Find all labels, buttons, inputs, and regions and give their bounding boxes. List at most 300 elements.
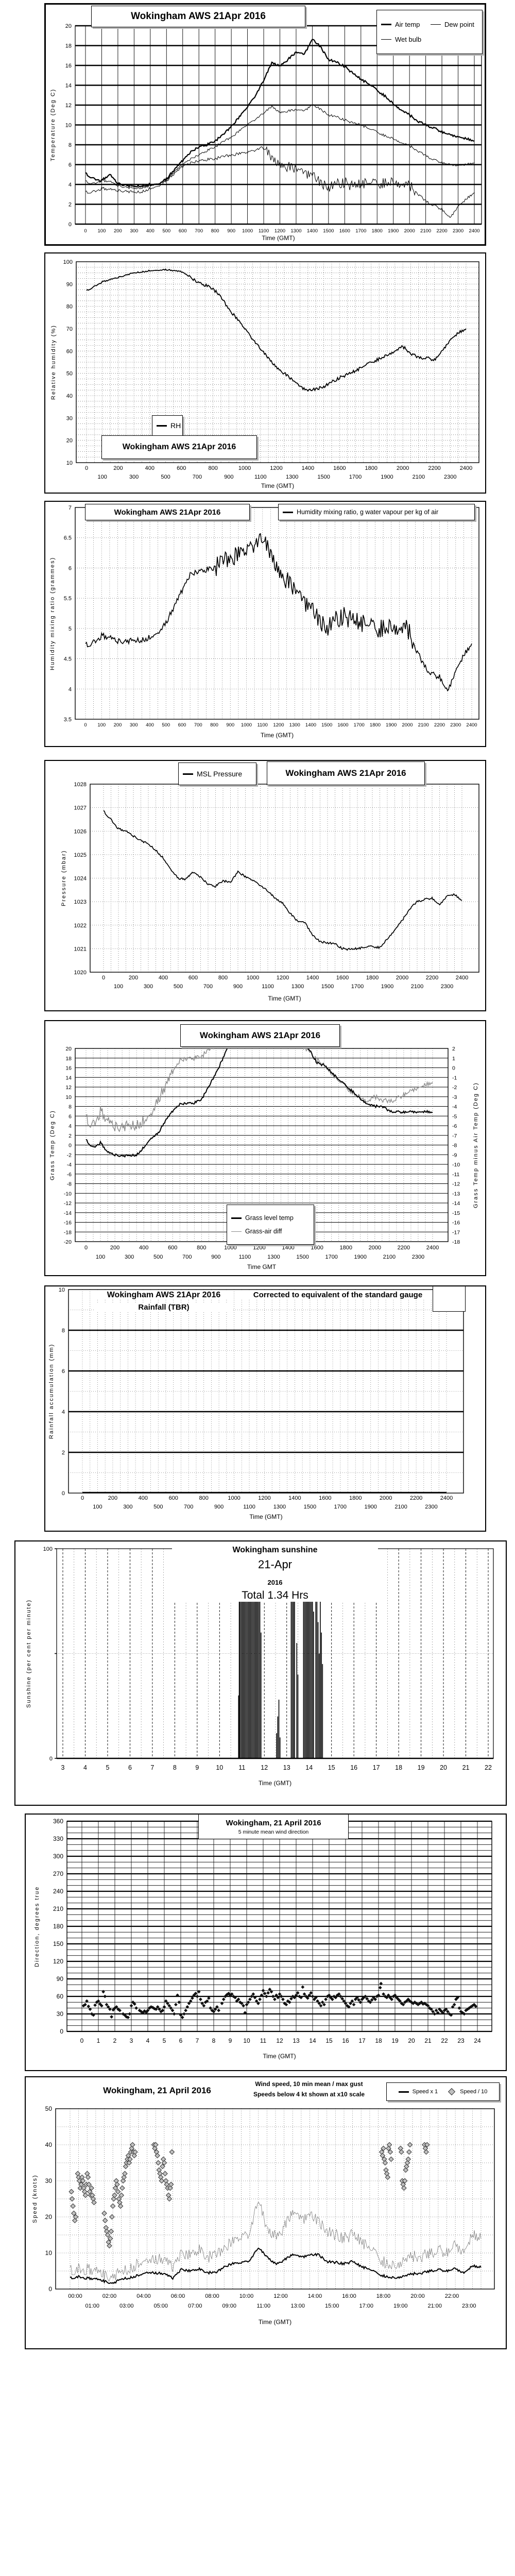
humidity-chart-panel <box>44 252 486 494</box>
svg-text:1600: 1600 <box>339 228 350 234</box>
svg-text:0: 0 <box>80 2037 84 2044</box>
grass-air-diff-y-axis-title: Grass Temp minus Air Temp (Deg C) <box>473 1082 479 1208</box>
svg-text:210: 210 <box>53 1905 63 1912</box>
svg-text:18: 18 <box>65 43 72 49</box>
svg-text:1100: 1100 <box>254 474 267 480</box>
svg-text:600: 600 <box>178 228 187 234</box>
sunshine-chart-panel <box>14 1540 507 1806</box>
svg-text:10: 10 <box>65 1094 72 1100</box>
legend-item-grass-level-temp: Grass level temp <box>231 1214 310 1222</box>
svg-text:11: 11 <box>260 2037 267 2044</box>
svg-text:120: 120 <box>53 1958 63 1965</box>
svg-text:0: 0 <box>80 1495 84 1501</box>
svg-text:02:00: 02:00 <box>102 2293 117 2299</box>
svg-text:3.5: 3.5 <box>63 717 72 723</box>
svg-text:2000: 2000 <box>404 228 415 234</box>
chart-title: Wokingham AWS 21Apr 2016 <box>131 11 266 22</box>
wind-speed-y-axis-title: Speed (knots) <box>32 2174 38 2224</box>
mixing-ratio-legend <box>278 504 475 520</box>
svg-text:11: 11 <box>238 1764 246 1771</box>
svg-text:1300: 1300 <box>289 722 300 728</box>
svg-text:13:00: 13:00 <box>290 2303 305 2309</box>
svg-text:1900: 1900 <box>388 228 399 234</box>
svg-text:1700: 1700 <box>349 474 362 480</box>
svg-text:600: 600 <box>178 722 186 728</box>
chart-title: Wokingham AWS 21Apr 2016 <box>199 1030 321 1040</box>
wind-direction-x-axis-title: Time (GMT) <box>263 2053 296 2060</box>
grass-air-diff-line-sample-icon <box>231 1231 242 1232</box>
svg-text:12: 12 <box>65 1084 72 1091</box>
svg-text:-6: -6 <box>66 1171 72 1178</box>
svg-text:2400: 2400 <box>459 465 473 471</box>
svg-text:0: 0 <box>48 2285 52 2293</box>
svg-text:19: 19 <box>391 2037 399 2044</box>
svg-text:1100: 1100 <box>257 722 268 728</box>
svg-text:2400: 2400 <box>440 1495 453 1501</box>
svg-text:9: 9 <box>195 1764 199 1771</box>
svg-text:15: 15 <box>328 1764 335 1771</box>
svg-text:2100: 2100 <box>383 1254 396 1260</box>
legend-item-msl-pressure: MSL Pressure <box>183 770 252 778</box>
svg-text:0: 0 <box>84 228 87 234</box>
svg-text:1024: 1024 <box>74 875 87 882</box>
svg-text:10: 10 <box>58 1287 65 1293</box>
svg-text:17: 17 <box>358 2037 366 2044</box>
chart-subtitle: 5 minute mean wind direction <box>238 1828 309 1835</box>
svg-text:300: 300 <box>124 1254 134 1260</box>
svg-text:1021: 1021 <box>74 946 87 953</box>
svg-text:900: 900 <box>211 1254 221 1260</box>
svg-text:4: 4 <box>146 2037 150 2044</box>
svg-text:2100: 2100 <box>410 984 424 990</box>
svg-text:1900: 1900 <box>381 474 393 480</box>
svg-text:200: 200 <box>113 465 123 471</box>
svg-text:18:00: 18:00 <box>376 2293 391 2299</box>
grass-temp-legend <box>227 1205 314 1245</box>
svg-text:200: 200 <box>128 975 139 981</box>
sunshine-total: Total 1.34 Hrs <box>242 1589 308 1601</box>
svg-text:1300: 1300 <box>267 1254 280 1260</box>
svg-text:8: 8 <box>212 2037 216 2044</box>
svg-text:400: 400 <box>139 1245 149 1251</box>
svg-text:700: 700 <box>203 984 213 990</box>
pressure-chart-canvas <box>45 761 485 1010</box>
wet-bulb-line-sample-icon <box>381 39 391 40</box>
svg-text:-10: -10 <box>63 1191 72 1197</box>
svg-text:2300: 2300 <box>425 1504 438 1510</box>
svg-text:2400: 2400 <box>469 228 480 234</box>
pressure-line-sample-icon <box>183 773 193 775</box>
chart-note: Corrected to equivalent of the standard gauge <box>235 1291 441 1299</box>
svg-text:600: 600 <box>177 465 186 471</box>
svg-text:1900: 1900 <box>386 722 397 728</box>
svg-text:1028: 1028 <box>74 782 87 788</box>
svg-text:100: 100 <box>95 1254 106 1260</box>
svg-text:1800: 1800 <box>339 1245 352 1251</box>
svg-text:3: 3 <box>61 1764 65 1771</box>
svg-text:2: 2 <box>452 1046 455 1052</box>
svg-text:-2: -2 <box>66 1152 72 1159</box>
svg-text:6: 6 <box>68 162 72 168</box>
svg-text:10: 10 <box>243 2037 250 2044</box>
svg-text:1200: 1200 <box>270 465 283 471</box>
chart-title: Wokingham AWS 21Apr 2016 <box>285 768 406 778</box>
svg-text:2200: 2200 <box>409 1495 423 1501</box>
svg-text:900: 900 <box>214 1504 224 1510</box>
svg-text:270: 270 <box>53 1870 63 1877</box>
svg-text:13: 13 <box>293 2037 300 2044</box>
svg-text:2: 2 <box>68 201 72 208</box>
svg-text:1800: 1800 <box>369 722 381 728</box>
temperature-legend <box>376 10 483 54</box>
rh-line-sample-icon <box>157 425 167 427</box>
svg-text:-17: -17 <box>452 1229 460 1236</box>
svg-text:0: 0 <box>101 975 106 981</box>
legend-placeholder-box <box>433 1286 466 1312</box>
svg-text:1400: 1400 <box>282 1245 295 1251</box>
svg-text:0: 0 <box>49 1756 53 1762</box>
wind-direction-y-axis-title: Direction, degrees true <box>34 1886 40 1967</box>
svg-text:-12: -12 <box>63 1200 72 1207</box>
svg-text:1000: 1000 <box>246 975 260 981</box>
svg-text:8: 8 <box>61 1328 65 1334</box>
svg-text:100: 100 <box>97 228 106 234</box>
svg-text:20: 20 <box>440 1764 448 1771</box>
svg-text:40: 40 <box>45 2141 52 2148</box>
svg-text:500: 500 <box>162 228 171 234</box>
svg-text:21:00: 21:00 <box>427 2303 442 2309</box>
svg-text:0: 0 <box>68 222 72 228</box>
svg-text:1700: 1700 <box>325 1254 338 1260</box>
svg-text:1800: 1800 <box>371 228 383 234</box>
svg-text:0: 0 <box>60 2028 63 2035</box>
svg-text:-14: -14 <box>63 1210 72 1216</box>
svg-text:20: 20 <box>45 2213 52 2221</box>
svg-text:15:00: 15:00 <box>324 2303 339 2309</box>
svg-text:21: 21 <box>424 2037 432 2044</box>
svg-text:360: 360 <box>53 1818 63 1825</box>
svg-text:700: 700 <box>184 1504 194 1510</box>
svg-text:1200: 1200 <box>276 975 289 981</box>
sunshine-y-axis-title: Sunshine (per cent per minute) <box>26 1599 32 1708</box>
svg-text:1500: 1500 <box>321 984 334 990</box>
svg-text:4: 4 <box>68 1123 72 1129</box>
svg-text:1: 1 <box>96 2037 100 2044</box>
svg-text:2100: 2100 <box>420 228 432 234</box>
svg-text:900: 900 <box>227 228 236 234</box>
svg-text:-20: -20 <box>63 1239 72 1245</box>
svg-text:-10: -10 <box>452 1162 460 1168</box>
legend-item-speed-div10: Speed / 10 <box>447 2089 487 2095</box>
svg-text:1020: 1020 <box>74 970 87 976</box>
svg-text:1600: 1600 <box>336 975 349 981</box>
svg-text:16: 16 <box>65 63 72 69</box>
svg-text:500: 500 <box>173 984 183 990</box>
svg-text:-13: -13 <box>452 1191 460 1197</box>
svg-text:-7: -7 <box>452 1132 457 1139</box>
svg-text:700: 700 <box>194 722 202 728</box>
svg-text:500: 500 <box>161 474 170 480</box>
chart-title: Wokingham AWS 21Apr 2016 <box>114 507 221 517</box>
mixing-ratio-chart-canvas <box>45 502 485 746</box>
svg-text:1025: 1025 <box>74 852 87 858</box>
wind-speed-note-1: Wind speed, 10 min mean / max gust <box>242 2080 376 2088</box>
svg-text:300: 300 <box>129 722 138 728</box>
svg-text:20:00: 20:00 <box>410 2293 425 2299</box>
svg-text:2200: 2200 <box>436 228 448 234</box>
svg-text:14: 14 <box>309 2037 316 2044</box>
svg-text:5.5: 5.5 <box>63 596 72 602</box>
svg-text:800: 800 <box>211 228 219 234</box>
svg-text:1800: 1800 <box>366 975 379 981</box>
svg-text:900: 900 <box>224 474 234 480</box>
svg-text:2: 2 <box>113 2037 117 2044</box>
svg-text:5: 5 <box>68 625 72 632</box>
svg-text:8: 8 <box>68 142 72 148</box>
svg-text:20: 20 <box>66 437 73 444</box>
svg-text:800: 800 <box>197 1245 207 1251</box>
svg-text:1900: 1900 <box>364 1504 377 1510</box>
dew-point-line-sample-icon <box>431 24 441 25</box>
svg-text:300: 300 <box>123 1504 133 1510</box>
svg-text:-6: -6 <box>452 1123 457 1129</box>
svg-text:2300: 2300 <box>444 474 457 480</box>
svg-text:700: 700 <box>182 1254 192 1260</box>
wind-speed-x-axis-title: Time (GMT) <box>258 2318 292 2326</box>
svg-text:50: 50 <box>66 370 73 377</box>
svg-text:19: 19 <box>417 1764 425 1771</box>
svg-text:500: 500 <box>153 1254 163 1260</box>
svg-text:1400: 1400 <box>306 228 318 234</box>
svg-text:30: 30 <box>56 2010 63 2018</box>
svg-text:1023: 1023 <box>74 899 87 906</box>
svg-text:90: 90 <box>56 1975 63 1982</box>
svg-text:0: 0 <box>84 465 89 471</box>
svg-text:4: 4 <box>61 1409 65 1415</box>
pressure-y-axis-title: Pressure (mbar) <box>61 850 67 907</box>
svg-text:60: 60 <box>66 348 73 355</box>
sunshine-year: 2016 <box>267 1579 283 1586</box>
svg-text:30: 30 <box>45 2177 52 2184</box>
chart-title-box <box>85 504 250 520</box>
svg-text:1700: 1700 <box>334 1504 347 1510</box>
svg-text:150: 150 <box>53 1940 63 1947</box>
svg-text:0: 0 <box>68 1142 72 1149</box>
svg-text:1027: 1027 <box>74 805 87 811</box>
svg-text:1: 1 <box>452 1055 455 1062</box>
svg-text:04:00: 04:00 <box>136 2293 151 2299</box>
svg-text:-11: -11 <box>452 1171 460 1178</box>
svg-text:1022: 1022 <box>74 922 87 929</box>
svg-text:100: 100 <box>97 474 107 480</box>
svg-text:5: 5 <box>106 1764 110 1771</box>
svg-text:14: 14 <box>65 82 72 89</box>
svg-text:06:00: 06:00 <box>170 2293 185 2299</box>
svg-text:900: 900 <box>233 984 243 990</box>
svg-text:1400: 1400 <box>306 975 319 981</box>
svg-text:6: 6 <box>179 2037 183 2044</box>
svg-text:10:00: 10:00 <box>239 2293 254 2299</box>
svg-text:-3: -3 <box>452 1094 457 1100</box>
svg-text:30: 30 <box>66 415 73 422</box>
svg-text:-2: -2 <box>452 1084 457 1091</box>
svg-text:14: 14 <box>65 1075 72 1081</box>
svg-text:200: 200 <box>113 722 122 728</box>
svg-text:2000: 2000 <box>396 465 409 471</box>
svg-text:07:00: 07:00 <box>187 2303 202 2309</box>
svg-text:8: 8 <box>68 1104 72 1110</box>
svg-text:18: 18 <box>65 1055 72 1062</box>
svg-text:23:00: 23:00 <box>461 2303 476 2309</box>
svg-text:9: 9 <box>228 2037 232 2044</box>
svg-text:7: 7 <box>195 2037 199 2044</box>
svg-text:23: 23 <box>457 2037 465 2044</box>
svg-text:4: 4 <box>83 1764 87 1771</box>
svg-text:2000: 2000 <box>402 722 413 728</box>
svg-text:80: 80 <box>66 303 73 310</box>
svg-text:1100: 1100 <box>262 984 274 990</box>
svg-text:1600: 1600 <box>337 722 349 728</box>
svg-text:1500: 1500 <box>321 722 333 728</box>
svg-text:400: 400 <box>145 465 155 471</box>
wind-speed-legend <box>386 2082 500 2101</box>
svg-text:500: 500 <box>162 722 170 728</box>
sunshine-date: 21-Apr <box>258 1558 293 1571</box>
svg-text:800: 800 <box>208 465 218 471</box>
rainfall-chart-panel <box>44 1285 486 1532</box>
svg-text:20: 20 <box>65 1046 72 1052</box>
svg-text:2400: 2400 <box>426 1245 439 1251</box>
svg-text:800: 800 <box>199 1495 209 1501</box>
svg-text:1000: 1000 <box>241 722 252 728</box>
svg-text:1400: 1400 <box>305 722 317 728</box>
svg-text:800: 800 <box>210 722 218 728</box>
svg-text:2000: 2000 <box>379 1495 392 1501</box>
svg-text:50: 50 <box>45 2105 52 2112</box>
svg-text:2400: 2400 <box>466 722 477 728</box>
legend-item-dew-point: Dew point <box>431 21 478 28</box>
svg-text:300: 300 <box>53 1853 63 1860</box>
svg-text:-4: -4 <box>66 1162 72 1168</box>
svg-text:7: 7 <box>68 505 72 511</box>
svg-text:70: 70 <box>66 326 73 332</box>
svg-text:2200: 2200 <box>425 975 439 981</box>
svg-text:-14: -14 <box>452 1200 460 1207</box>
svg-text:1400: 1400 <box>301 465 315 471</box>
svg-text:2400: 2400 <box>455 975 469 981</box>
svg-text:90: 90 <box>66 281 73 288</box>
svg-text:17:00: 17:00 <box>359 2303 374 2309</box>
chart-title: Wokingham, 21 April 2016 <box>77 2086 237 2096</box>
svg-text:200: 200 <box>108 1495 118 1501</box>
svg-text:00:00: 00:00 <box>68 2293 82 2299</box>
svg-text:1600: 1600 <box>319 1495 332 1501</box>
svg-text:19:00: 19:00 <box>393 2303 408 2309</box>
svg-text:-8: -8 <box>66 1181 72 1188</box>
svg-text:-4: -4 <box>452 1104 457 1110</box>
svg-text:1500: 1500 <box>296 1254 309 1260</box>
mixing-ratio-y-axis-title: Humidity mixing ratio (grammes) <box>49 556 56 670</box>
svg-text:01:00: 01:00 <box>85 2303 100 2309</box>
rainfall-chart-canvas <box>45 1286 485 1531</box>
svg-text:1900: 1900 <box>354 1254 367 1260</box>
svg-text:-12: -12 <box>452 1181 460 1188</box>
svg-text:2000: 2000 <box>396 975 409 981</box>
legend-item-rh: RH <box>157 421 178 430</box>
svg-text:21: 21 <box>462 1764 470 1771</box>
svg-text:-18: -18 <box>63 1229 72 1236</box>
svg-text:100: 100 <box>63 259 73 265</box>
svg-text:4.5: 4.5 <box>63 656 72 663</box>
svg-text:10: 10 <box>65 122 72 129</box>
sunshine-x-axis-title: Time (GMT) <box>258 1780 292 1787</box>
svg-text:1200: 1200 <box>273 722 284 728</box>
svg-text:1700: 1700 <box>355 228 367 234</box>
svg-text:-8: -8 <box>452 1142 457 1149</box>
svg-text:22: 22 <box>485 1764 492 1771</box>
svg-text:08:00: 08:00 <box>205 2293 219 2299</box>
svg-text:100: 100 <box>93 1504 102 1510</box>
svg-text:300: 300 <box>129 474 139 480</box>
pressure-x-axis-title: Time (GMT) <box>268 995 301 1002</box>
svg-text:1400: 1400 <box>288 1495 301 1501</box>
humidity-y-axis-title: Relative humidity (%) <box>50 325 57 400</box>
sunshine-title-block <box>172 1546 378 1602</box>
svg-text:0: 0 <box>452 1065 455 1072</box>
svg-text:1800: 1800 <box>365 465 377 471</box>
temperature-x-axis-title: Time (GMT) <box>262 234 295 242</box>
svg-text:1300: 1300 <box>291 984 304 990</box>
humidity-x-axis-title: Time (GMT) <box>261 482 295 489</box>
wind-speed-chart-panel <box>25 2076 507 2349</box>
svg-text:1800: 1800 <box>349 1495 362 1501</box>
svg-text:1900: 1900 <box>381 984 394 990</box>
svg-text:16:00: 16:00 <box>342 2293 356 2299</box>
svg-text:20: 20 <box>65 23 72 29</box>
pressure-chart-panel <box>44 760 486 1011</box>
speed-line-sample-icon <box>399 2091 409 2093</box>
svg-text:2: 2 <box>61 1450 65 1456</box>
svg-text:400: 400 <box>146 722 154 728</box>
svg-text:-16: -16 <box>63 1219 72 1226</box>
rainfall-x-axis-title: Time (GMT) <box>249 1513 283 1520</box>
svg-text:16: 16 <box>65 1065 72 1072</box>
svg-text:6: 6 <box>128 1764 132 1771</box>
svg-text:700: 700 <box>195 228 203 234</box>
svg-text:2200: 2200 <box>397 1245 410 1251</box>
mixing-ratio-chart-panel <box>44 501 486 747</box>
svg-text:24: 24 <box>474 2037 481 2044</box>
svg-text:14: 14 <box>305 1764 313 1771</box>
svg-text:6: 6 <box>61 1368 65 1375</box>
svg-text:-15: -15 <box>452 1210 460 1216</box>
svg-text:1600: 1600 <box>311 1245 323 1251</box>
mixing-ratio-x-axis-title: Time (GMT) <box>260 732 294 739</box>
svg-text:6: 6 <box>68 1113 72 1120</box>
rh-legend <box>152 415 183 436</box>
svg-text:240: 240 <box>53 1888 63 1895</box>
svg-text:1200: 1200 <box>274 228 286 234</box>
svg-text:500: 500 <box>153 1504 163 1510</box>
svg-text:900: 900 <box>226 722 235 728</box>
svg-text:2200: 2200 <box>434 722 445 728</box>
svg-text:-16: -16 <box>452 1219 460 1226</box>
legend-item-air-temp: Air temp <box>381 21 428 28</box>
svg-text:330: 330 <box>53 1835 63 1842</box>
grass-temp-line-sample-icon <box>231 1217 242 1219</box>
grass-temp-x-axis-title: Time GMT <box>247 1263 277 1270</box>
svg-text:1100: 1100 <box>238 1254 251 1260</box>
